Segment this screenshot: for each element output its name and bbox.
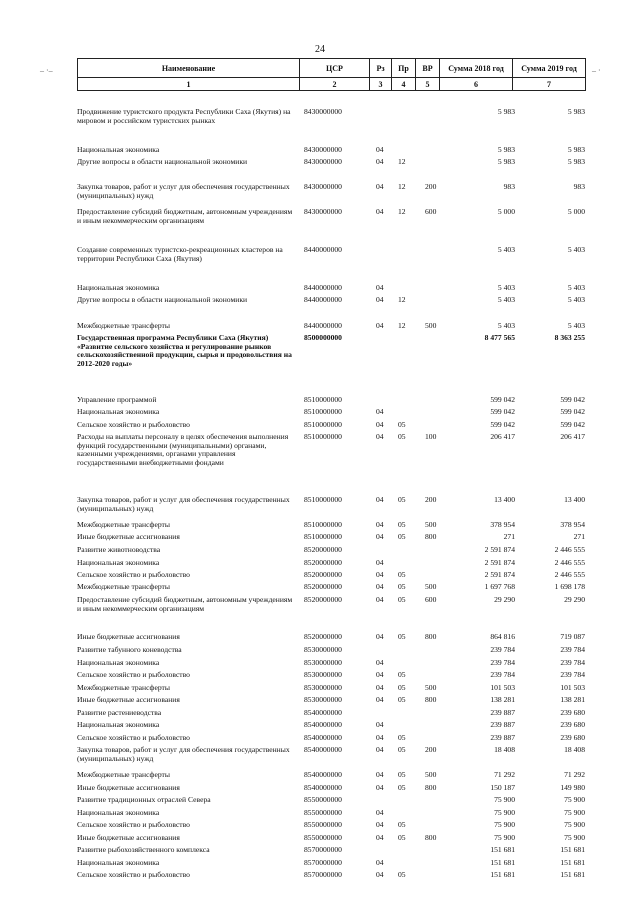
col-number: 4 bbox=[392, 78, 416, 91]
cell-vr: 200 bbox=[425, 745, 437, 754]
cell-s18: 599 042 bbox=[490, 420, 515, 429]
cell-pr: 05 bbox=[398, 820, 406, 829]
cell-cse: 8440000000 bbox=[304, 295, 342, 304]
cell-rz: 04 bbox=[376, 733, 384, 742]
scan-mark-right: ‒ · bbox=[592, 66, 601, 75]
cell-s19: 2 446 555 bbox=[554, 558, 585, 567]
cell-name: Межбюджетные трансферты bbox=[77, 582, 170, 591]
cell-cse: 8550000000 bbox=[304, 795, 342, 804]
cell-s19: 719 087 bbox=[560, 632, 585, 641]
cell-s19: 2 446 555 bbox=[554, 545, 585, 554]
scan-mark-left: ‒ ·‒ bbox=[40, 66, 53, 75]
cell-cse: 8530000000 bbox=[304, 670, 342, 679]
col-number: 6 bbox=[440, 78, 513, 91]
cell-name: Закупка товаров, работ и услуг для обеспечения государственных (муниципальных) нужд bbox=[77, 495, 290, 513]
cell-name: Национальная экономика bbox=[77, 145, 160, 154]
cell-name: Управление программой bbox=[77, 395, 157, 404]
cell-cse: 8540000000 bbox=[304, 745, 342, 754]
cell-s19: 151 681 bbox=[560, 870, 585, 879]
cell-cse: 8440000000 bbox=[304, 283, 342, 292]
cell-s19: 8 363 255 bbox=[554, 333, 585, 342]
cell-name: Межбюджетные трансферты bbox=[77, 683, 170, 692]
cell-cse: 8500000000 bbox=[304, 333, 342, 342]
cell-pr: 05 bbox=[398, 733, 406, 742]
cell-cse: 8430000000 bbox=[304, 157, 342, 166]
cell-pr: 05 bbox=[398, 695, 406, 704]
cell-s19: 2 446 555 bbox=[554, 570, 585, 579]
cell-cse: 8520000000 bbox=[304, 558, 342, 567]
cell-rz: 04 bbox=[376, 858, 384, 867]
cell-cse: 8520000000 bbox=[304, 570, 342, 579]
header-row bbox=[78, 59, 586, 78]
cell-vr: 800 bbox=[425, 833, 437, 842]
cell-cse: 8510000000 bbox=[304, 432, 342, 441]
cell-name: Сельское хозяйство и рыболовство bbox=[77, 733, 190, 742]
cell-pr: 12 bbox=[398, 207, 406, 216]
cell-name: Развитие растениеводства bbox=[77, 708, 162, 717]
cell-s18: 151 681 bbox=[490, 858, 515, 867]
cell-s19: 5 983 bbox=[567, 157, 585, 166]
cell-rz: 04 bbox=[376, 770, 384, 779]
cell-s19: 151 681 bbox=[560, 858, 585, 867]
cell-vr: 500 bbox=[425, 582, 437, 591]
cell-s19: 1 698 178 bbox=[554, 582, 585, 591]
cell-pr: 05 bbox=[398, 420, 406, 429]
cell-s18: 239 784 bbox=[490, 658, 515, 667]
cell-s18: 138 281 bbox=[490, 695, 515, 704]
header-number-row bbox=[78, 78, 586, 91]
cell-cse: 8430000000 bbox=[304, 182, 342, 191]
cell-s19: 138 281 bbox=[560, 695, 585, 704]
cell-s18: 239 887 bbox=[490, 708, 515, 717]
cell-s18: 5 403 bbox=[497, 321, 515, 330]
cell-pr: 05 bbox=[398, 770, 406, 779]
cell-rz: 04 bbox=[376, 683, 384, 692]
cell-s19: 271 bbox=[573, 532, 585, 541]
cell-s19: 239 680 bbox=[560, 720, 585, 729]
cell-rz: 04 bbox=[376, 808, 384, 817]
cell-cse: 8510000000 bbox=[304, 495, 342, 504]
cell-name: Межбюджетные трансферты bbox=[77, 520, 170, 529]
cell-cse: 8550000000 bbox=[304, 808, 342, 817]
cell-rz: 04 bbox=[376, 720, 384, 729]
cell-s18: 239 784 bbox=[490, 670, 515, 679]
cell-name: Межбюджетные трансферты bbox=[77, 770, 170, 779]
cell-s18: 151 681 bbox=[490, 845, 515, 854]
cell-name: Межбюджетные трансферты bbox=[77, 321, 170, 330]
cell-s19: 5 403 bbox=[567, 295, 585, 304]
cell-s19: 149 980 bbox=[560, 783, 585, 792]
cell-vr: 500 bbox=[425, 770, 437, 779]
cell-s18: 5 983 bbox=[497, 145, 515, 154]
cell-s18: 8 477 565 bbox=[484, 333, 515, 342]
cell-name: Другие вопросы в области национальной экономики bbox=[77, 157, 248, 166]
cell-name: Государственная программа Республики Саха (Якутия) «Развитие сельского хозяйства и регулирование рынков сельскохозяйственной продукции, сырья и продовольствия на 2012-2020 годы» bbox=[77, 333, 292, 368]
cell-cse: 8530000000 bbox=[304, 645, 342, 654]
cell-s18: 151 681 bbox=[490, 870, 515, 879]
cell-s19: 71 292 bbox=[564, 770, 585, 779]
cell-name: Сельское хозяйство и рыболовство bbox=[77, 670, 190, 679]
cell-vr: 600 bbox=[425, 207, 437, 216]
cell-rz: 04 bbox=[376, 520, 384, 529]
cell-rz: 04 bbox=[376, 658, 384, 667]
cell-s18: 378 954 bbox=[490, 520, 515, 529]
cell-rz: 04 bbox=[376, 432, 384, 441]
cell-cse: 8440000000 bbox=[304, 245, 342, 254]
cell-pr: 05 bbox=[398, 783, 406, 792]
cell-vr: 600 bbox=[425, 595, 437, 604]
cell-s19: 5 403 bbox=[567, 283, 585, 292]
col-header-sum-2018: Сумма 2018 год bbox=[440, 59, 513, 78]
cell-s18: 75 900 bbox=[494, 820, 515, 829]
cell-s18: 2 591 874 bbox=[484, 545, 515, 554]
cell-pr: 05 bbox=[398, 582, 406, 591]
cell-rz: 04 bbox=[376, 283, 384, 292]
col-header-vr: ВР bbox=[416, 59, 440, 78]
cell-s19: 599 042 bbox=[560, 407, 585, 416]
cell-pr: 05 bbox=[398, 670, 406, 679]
cell-cse: 8520000000 bbox=[304, 545, 342, 554]
col-number: 5 bbox=[416, 78, 440, 91]
cell-vr: 500 bbox=[425, 520, 437, 529]
cell-s18: 75 900 bbox=[494, 808, 515, 817]
cell-name: Развитие животноводства bbox=[77, 545, 161, 554]
cell-s19: 599 042 bbox=[560, 395, 585, 404]
cell-cse: 8430000000 bbox=[304, 107, 342, 116]
cell-pr: 05 bbox=[398, 570, 406, 579]
cell-vr: 500 bbox=[425, 321, 437, 330]
cell-pr: 05 bbox=[398, 595, 406, 604]
cell-name: Национальная экономика bbox=[77, 720, 160, 729]
cell-cse: 8530000000 bbox=[304, 658, 342, 667]
cell-cse: 8520000000 bbox=[304, 595, 342, 604]
cell-name: Национальная экономика bbox=[77, 558, 160, 567]
cell-s18: 599 042 bbox=[490, 407, 515, 416]
cell-s19: 75 900 bbox=[564, 820, 585, 829]
cell-rz: 04 bbox=[376, 870, 384, 879]
cell-name: Продвижение туристского продукта Республики Саха (Якутия) на мировом и российском туристских рынках bbox=[77, 107, 291, 125]
cell-rz: 04 bbox=[376, 670, 384, 679]
col-header-sum-2019: Сумма 2019 год bbox=[513, 59, 586, 78]
cell-rz: 04 bbox=[376, 695, 384, 704]
cell-name: Национальная экономика bbox=[77, 858, 160, 867]
cell-pr: 05 bbox=[398, 745, 406, 754]
cell-s19: 206 417 bbox=[560, 432, 585, 441]
cell-pr: 12 bbox=[398, 182, 406, 191]
cell-s18: 2 591 874 bbox=[484, 558, 515, 567]
cell-vr: 800 bbox=[425, 695, 437, 704]
cell-pr: 05 bbox=[398, 683, 406, 692]
cell-s18: 206 417 bbox=[490, 432, 515, 441]
cell-name: Иные бюджетные ассигнования bbox=[77, 632, 180, 641]
cell-cse: 8570000000 bbox=[304, 845, 342, 854]
cell-pr: 05 bbox=[398, 532, 406, 541]
cell-rz: 04 bbox=[376, 595, 384, 604]
cell-rz: 04 bbox=[376, 157, 384, 166]
cell-s18: 239 887 bbox=[490, 720, 515, 729]
cell-pr: 05 bbox=[398, 432, 406, 441]
cell-name: Иные бюджетные ассигнования bbox=[77, 695, 180, 704]
cell-vr: 200 bbox=[425, 495, 437, 504]
cell-s19: 5 403 bbox=[567, 245, 585, 254]
col-header-cse: ЦСР bbox=[300, 59, 370, 78]
cell-name: Создание современных туристско-рекреационных кластеров на территории Республики Саха (Якутия) bbox=[77, 245, 283, 263]
cell-s18: 239 784 bbox=[490, 645, 515, 654]
cell-s18: 101 503 bbox=[490, 683, 515, 692]
cell-s19: 18 408 bbox=[564, 745, 585, 754]
cell-s19: 5 000 bbox=[567, 207, 585, 216]
cell-s19: 983 bbox=[573, 182, 585, 191]
cell-rz: 04 bbox=[376, 632, 384, 641]
cell-rz: 04 bbox=[376, 833, 384, 842]
cell-name: Иные бюджетные ассигнования bbox=[77, 833, 180, 842]
cell-s18: 239 887 bbox=[490, 733, 515, 742]
cell-name: Предоставление субсидий бюджетным, автономным учреждениям и иным некоммерческим организациям bbox=[77, 207, 293, 225]
cell-s19: 75 900 bbox=[564, 808, 585, 817]
cell-rz: 04 bbox=[376, 745, 384, 754]
cell-cse: 8570000000 bbox=[304, 858, 342, 867]
cell-vr: 500 bbox=[425, 683, 437, 692]
cell-rz: 04 bbox=[376, 207, 384, 216]
cell-cse: 8440000000 bbox=[304, 321, 342, 330]
cell-s19: 239 680 bbox=[560, 733, 585, 742]
cell-rz: 04 bbox=[376, 582, 384, 591]
cell-s19: 29 290 bbox=[564, 595, 585, 604]
cell-s19: 239 784 bbox=[560, 645, 585, 654]
cell-name: Национальная экономика bbox=[77, 658, 160, 667]
cell-s19: 13 400 bbox=[564, 495, 585, 504]
cell-s18: 1 697 768 bbox=[484, 582, 515, 591]
cell-rz: 04 bbox=[376, 295, 384, 304]
cell-name: Сельское хозяйство и рыболовство bbox=[77, 420, 190, 429]
cell-name: Предоставление субсидий бюджетным, автономным учреждениям и иным некоммерческим организациям bbox=[77, 595, 293, 613]
cell-name: Национальная экономика bbox=[77, 808, 160, 817]
cell-s18: 2 591 874 bbox=[484, 570, 515, 579]
cell-vr: 100 bbox=[425, 432, 437, 441]
cell-s18: 150 187 bbox=[490, 783, 515, 792]
cell-pr: 05 bbox=[398, 833, 406, 842]
col-number: 7 bbox=[513, 78, 586, 91]
cell-name: Сельское хозяйство и рыболовство bbox=[77, 820, 190, 829]
cell-name: Расходы на выплаты персоналу в целях обеспечения выполнения функций государственными (муниципальными) органами, казенными учреждениями, органами управления государственными внебюджетными фондами bbox=[77, 432, 289, 467]
cell-s18: 5 983 bbox=[497, 157, 515, 166]
cell-rz: 04 bbox=[376, 570, 384, 579]
cell-s19: 75 900 bbox=[564, 795, 585, 804]
cell-rz: 04 bbox=[376, 407, 384, 416]
cell-vr: 800 bbox=[425, 783, 437, 792]
cell-s18: 599 042 bbox=[490, 395, 515, 404]
cell-name: Развитие табунного коневодства bbox=[77, 645, 182, 654]
cell-cse: 8430000000 bbox=[304, 145, 342, 154]
cell-rz: 04 bbox=[376, 321, 384, 330]
cell-name: Развитие рыбохозяйственного комплекса bbox=[77, 845, 210, 854]
cell-s19: 5 983 bbox=[567, 145, 585, 154]
cell-rz: 04 bbox=[376, 558, 384, 567]
cell-cse: 8530000000 bbox=[304, 695, 342, 704]
cell-s19: 101 503 bbox=[560, 683, 585, 692]
cell-s18: 983 bbox=[503, 182, 515, 191]
cell-cse: 8550000000 bbox=[304, 820, 342, 829]
cell-pr: 05 bbox=[398, 520, 406, 529]
cell-vr: 200 bbox=[425, 182, 437, 191]
cell-rz: 04 bbox=[376, 820, 384, 829]
cell-s18: 13 400 bbox=[494, 495, 515, 504]
cell-name: Другие вопросы в области национальной экономики bbox=[77, 295, 248, 304]
cell-name: Сельское хозяйство и рыболовство bbox=[77, 870, 190, 879]
cell-s18: 271 bbox=[503, 532, 515, 541]
col-header-rz: Рз bbox=[370, 59, 392, 78]
cell-s19: 239 784 bbox=[560, 658, 585, 667]
cell-rz: 04 bbox=[376, 783, 384, 792]
cell-cse: 8520000000 bbox=[304, 582, 342, 591]
cell-pr: 05 bbox=[398, 495, 406, 504]
col-header-pr: Пр bbox=[392, 59, 416, 78]
cell-pr: 12 bbox=[398, 157, 406, 166]
cell-s18: 5 403 bbox=[497, 295, 515, 304]
cell-s19: 239 784 bbox=[560, 670, 585, 679]
cell-pr: 12 bbox=[398, 321, 406, 330]
cell-s19: 5 403 bbox=[567, 321, 585, 330]
col-number: 1 bbox=[78, 78, 300, 91]
cell-cse: 8530000000 bbox=[304, 683, 342, 692]
cell-cse: 8510000000 bbox=[304, 420, 342, 429]
cell-cse: 8510000000 bbox=[304, 407, 342, 416]
col-header-name: Наименование bbox=[78, 59, 300, 78]
cell-cse: 8520000000 bbox=[304, 632, 342, 641]
cell-s19: 151 681 bbox=[560, 845, 585, 854]
cell-cse: 8540000000 bbox=[304, 720, 342, 729]
cell-s18: 5 000 bbox=[497, 207, 515, 216]
cell-name: Национальная экономика bbox=[77, 407, 160, 416]
cell-s18: 5 983 bbox=[497, 107, 515, 116]
cell-cse: 8540000000 bbox=[304, 733, 342, 742]
cell-cse: 8510000000 bbox=[304, 395, 342, 404]
cell-cse: 8540000000 bbox=[304, 770, 342, 779]
cell-name: Иные бюджетные ассигнования bbox=[77, 532, 180, 541]
cell-s19: 75 900 bbox=[564, 833, 585, 842]
cell-name: Закупка товаров, работ и услуг для обеспечения государственных (муниципальных) нужд bbox=[77, 745, 290, 763]
cell-s18: 5 403 bbox=[497, 245, 515, 254]
cell-rz: 04 bbox=[376, 532, 384, 541]
cell-s19: 5 983 bbox=[567, 107, 585, 116]
page-number: 24 bbox=[315, 44, 325, 55]
cell-s19: 599 042 bbox=[560, 420, 585, 429]
cell-rz: 04 bbox=[376, 182, 384, 191]
cell-rz: 04 bbox=[376, 145, 384, 154]
cell-vr: 800 bbox=[425, 532, 437, 541]
cell-s18: 75 900 bbox=[494, 833, 515, 842]
cell-s19: 378 954 bbox=[560, 520, 585, 529]
budget-table-header bbox=[77, 58, 586, 91]
cell-s18: 18 408 bbox=[494, 745, 515, 754]
cell-cse: 8430000000 bbox=[304, 207, 342, 216]
cell-pr: 12 bbox=[398, 295, 406, 304]
cell-name: Развитие традиционных отраслей Севера bbox=[77, 795, 211, 804]
cell-cse: 8550000000 bbox=[304, 833, 342, 842]
col-number: 3 bbox=[370, 78, 392, 91]
cell-name: Национальная экономика bbox=[77, 283, 160, 292]
cell-s18: 5 403 bbox=[497, 283, 515, 292]
cell-cse: 8540000000 bbox=[304, 783, 342, 792]
cell-rz: 04 bbox=[376, 420, 384, 429]
cell-cse: 8540000000 bbox=[304, 708, 342, 717]
cell-cse: 8510000000 bbox=[304, 520, 342, 529]
cell-name: Иные бюджетные ассигнования bbox=[77, 783, 180, 792]
cell-s18: 75 900 bbox=[494, 795, 515, 804]
cell-s18: 864 816 bbox=[490, 632, 515, 641]
cell-s18: 29 290 bbox=[494, 595, 515, 604]
cell-s18: 71 292 bbox=[494, 770, 515, 779]
cell-vr: 800 bbox=[425, 632, 437, 641]
cell-rz: 04 bbox=[376, 495, 384, 504]
cell-pr: 05 bbox=[398, 632, 406, 641]
cell-s19: 239 680 bbox=[560, 708, 585, 717]
cell-name: Сельское хозяйство и рыболовство bbox=[77, 570, 190, 579]
cell-pr: 05 bbox=[398, 870, 406, 879]
cell-cse: 8510000000 bbox=[304, 532, 342, 541]
cell-cse: 8570000000 bbox=[304, 870, 342, 879]
col-number: 2 bbox=[300, 78, 370, 91]
cell-name: Закупка товаров, работ и услуг для обеспечения государственных (муниципальных) нужд bbox=[77, 182, 290, 200]
